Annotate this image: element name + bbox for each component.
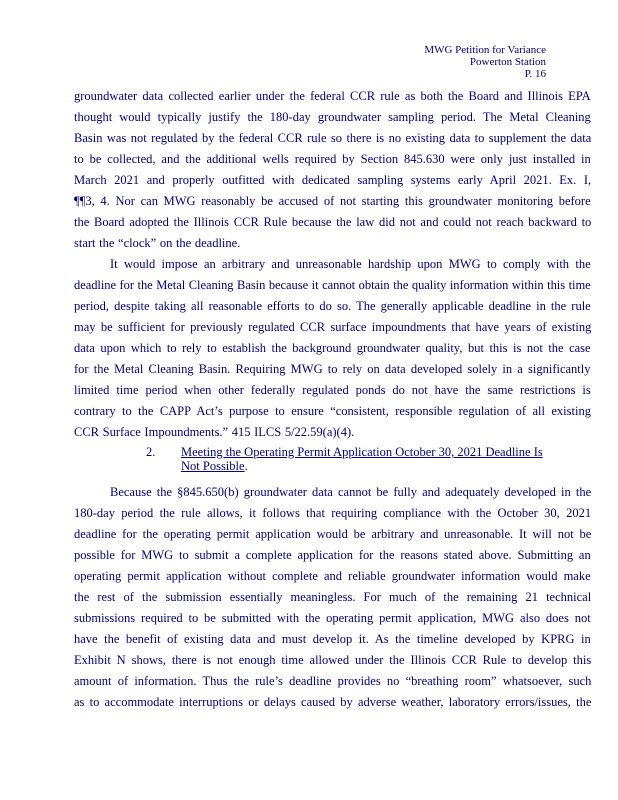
body-line: submissions required to be submitted with the operating permit application, MWG also does not [74,611,591,625]
body-line: Basin was not regulated by the federal CCR rule so there is no existing data to supplement the data [74,131,592,145]
header-page-number: P. 16 [524,68,546,80]
body-line: have the benefit of existing data and must develop it. As the timeline developed by KPRG in [74,632,591,646]
body-line: the Board adopted the Illinois CCR Rule because the law did not and could not reach backward to [74,215,592,229]
body-line: ¶¶3, 4. Nor can MWG reasonably be accused of not starting this groundwater monitoring before [74,194,591,208]
section-heading [181,445,543,473]
body-line: possible for MWG to submit a complete application for the reasons stated above. Submitting an [74,548,591,562]
body-line: thought would typically justify the 180-day groundwater sampling period. The Metal Cleaning [74,110,591,124]
body-line: Exhibit N shows, there is not enough time allowed under the Illinois CCR Rule to develop this [74,653,592,667]
section-heading-line1: Meeting the Operating Permit Application October 30, 2021 Deadline Is [181,445,543,459]
body-line: may be sufficient for previously regulated CCR surface impoundments that have years of existing [74,320,592,334]
section-heading-period: . [244,459,248,473]
body-line: as to accommodate interruptions or delays caused by adverse weather, laboratory errors/issues, the [74,695,592,709]
body-line: 180-day period the rule allows, it follows that requiring compliance with the October 30, 2021 [74,506,592,520]
body-line: to be collected, and the additional wells required by Section 845.630 were only just installed in [74,152,591,166]
body-line: for the Metal Cleaning Basin. Requiring MWG to rely on data developed solely in a significantly [74,362,591,376]
body-line: start the “clock” on the deadline. [74,236,241,250]
section-heading-line2-wrap [181,459,543,473]
section-heading-line2: Not Possible [181,459,245,473]
running-header [424,44,546,80]
body-line: the rest of the submission essentially meaningless. For much of the remaining 21 technical [74,590,592,604]
body-line: limited time period when other federally regulated ponds do not have the same restrictions is [74,383,591,397]
body-line: deadline for the Metal Cleaning Basin because it cannot obtain the quality information within this time [74,278,591,292]
body-line: deadline for the operating permit application would be arbitrary and unreasonable. It will not be [74,527,592,541]
body-line: data upon which to rely to establish the background groundwater quality, but this is not the case [74,341,591,355]
header-title: MWG Petition for Variance [424,44,546,56]
body-line: contrary to the CAPP Act’s purpose to ensure “consistent, responsible regulation of all existing [74,404,591,418]
body-line: groundwater data collected earlier under the federal CCR rule as both the Board and Illinois EPA [74,89,591,103]
body-line: operating permit application without complete and reliable groundwater information would make [74,569,591,583]
header-station: Powerton Station [469,56,546,68]
body-line: Because the §845.650(b) groundwater data cannot be fully and adequately developed in the [110,485,592,499]
body-line: It would impose an arbitrary and unreasonable hardship upon MWG to comply with the [110,257,591,271]
body-line: amount of information. Thus the rule’s deadline provides no “breathing room” whatsoever, such [74,674,592,688]
body-line: CCR Surface Impoundments.” 415 ILCS 5/22.59(a)(4). [74,425,355,439]
body-line: period, despite taking all reasonable efforts to do so. The generally applicable deadline in the rule [74,299,591,313]
section-number: 2. [146,445,156,459]
body-line: March 2021 and properly outfitted with dedicated sampling systems early April 2021. Ex. I, [74,173,592,187]
